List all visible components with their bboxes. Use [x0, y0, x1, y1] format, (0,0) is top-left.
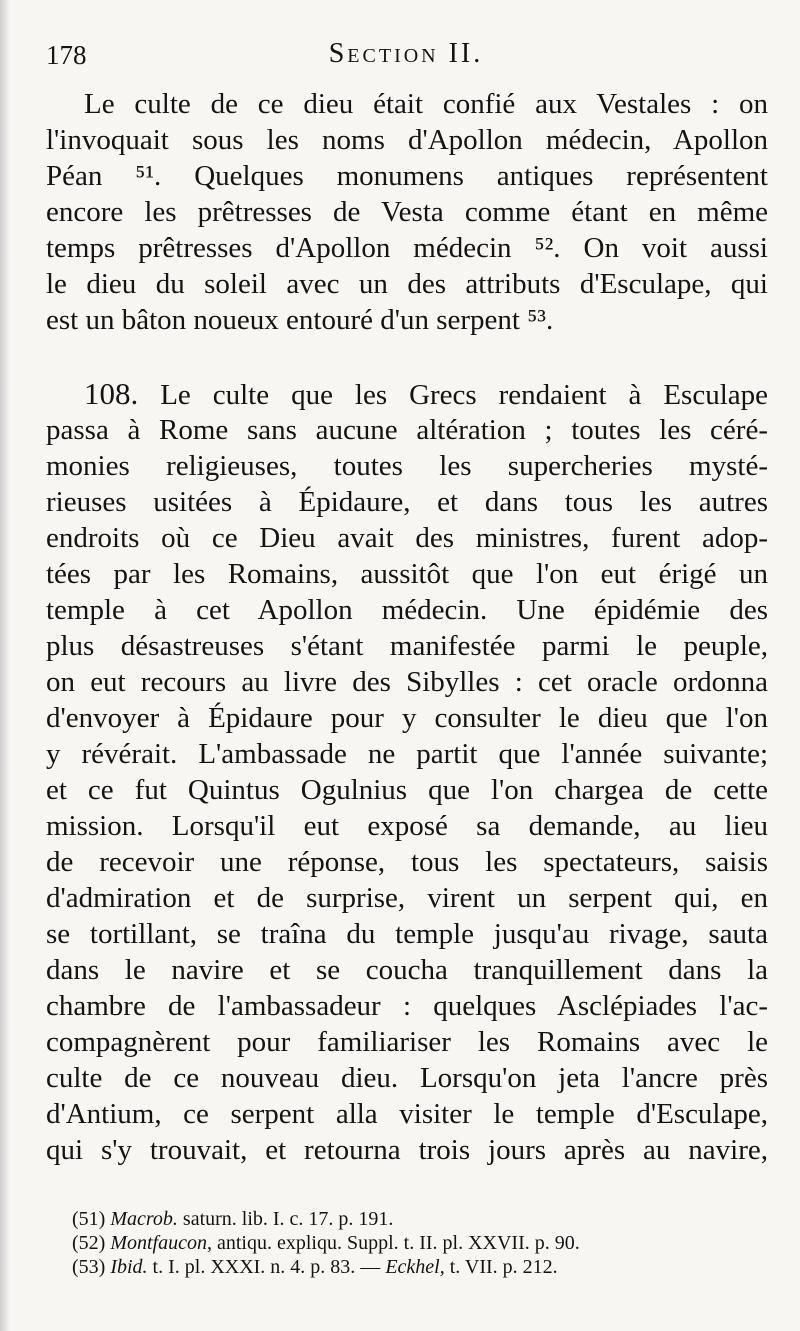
text-line: compagnèrent pour familiariser les Romains avec le — [46, 1026, 768, 1058]
text-line: temple à cet Apollon médecin. Une épidémie des — [46, 594, 768, 626]
body-text — [46, 86, 768, 1168]
text-line-first — [46, 376, 768, 412]
text-line: monies religieuses, toutes les supercheries mysté- — [46, 450, 768, 482]
footnotes — [72, 1207, 762, 1279]
section-title: Section II. — [328, 38, 484, 69]
text-line: le dieu du soleil avec un des attributs d'Esculape, qui — [46, 268, 768, 300]
text-line: temps prêtresses d'Apollon médecin ⁵². On voit aussi — [46, 232, 768, 264]
text-line: Péan ⁵¹. Quelques monumens antiques représentent — [46, 160, 768, 192]
text-line: et ce fut Quintus Ogulnius que l'on chargea de cette — [46, 774, 768, 806]
text-line: Le culte de ce dieu était confié aux Vestales : on — [84, 88, 768, 120]
text-line: encore les prêtresses de Vesta comme étant en même — [46, 196, 768, 228]
text-line: l'invoquait sous les noms d'Apollon médecin, Apollon — [46, 124, 768, 156]
text-line: culte de ce nouveau dieu. Lorsqu'on jeta l'ancre près — [46, 1062, 768, 1094]
footnote-53 — [72, 1255, 762, 1279]
paragraph-108 — [46, 376, 768, 1168]
text-line: est un bâton noueux entouré d'un serpent ⁵³. — [46, 304, 554, 336]
footnote-author-2: Eckhel — [385, 1256, 440, 1278]
paragraph-1 — [46, 86, 768, 338]
footnote-51 — [72, 1207, 762, 1231]
text-line: plus désastreuses s'étant manifestée parmi le peuple, — [46, 630, 768, 662]
text-line: on eut recours au livre des Sibylles : cet oracle ordonna — [46, 666, 768, 698]
text-line: chambre de l'ambassadeur : quelques Asclépiades l'ac- — [46, 990, 768, 1022]
footnote-citation: , antiqu. expliqu. Suppl. t. II. pl. XXVII. p. 90. — [206, 1232, 580, 1254]
paragraph-number: 108. — [84, 376, 139, 411]
footnote-citation: t. I. pl. XXXI. n. 4. p. 83. — — [147, 1256, 386, 1278]
footnote-author: Macrob. — [110, 1208, 178, 1230]
text-line: qui s'y trouvait, et retourna trois jours après au navire, — [46, 1134, 768, 1166]
page-number: 178 — [46, 40, 87, 70]
text-line: dans le navire et se coucha tranquillement dans la — [46, 954, 768, 986]
footnote-mark: (53) — [72, 1256, 111, 1278]
text-line: d'envoyer à Épidaure pour y consulter le dieu que l'on — [46, 702, 768, 734]
footnote-mark: (52) — [72, 1232, 111, 1254]
text-line: y révérait. L'ambassade ne partit que l'année suivante; — [46, 738, 768, 770]
footnote-mark: (51) — [72, 1208, 111, 1230]
text-line: d'Antium, ce serpent alla visiter le temple d'Esculape, — [46, 1098, 768, 1130]
text-line-rest: Le culte que les Grecs rendaient à Esculape — [138, 379, 768, 411]
paragraph-spacer — [46, 338, 768, 376]
page-gutter-shadow — [0, 0, 10, 1331]
running-head — [46, 36, 766, 76]
footnote-author: Montfaucon — [110, 1232, 207, 1254]
text-line: d'admiration et de surprise, virent un serpent qui, en — [46, 882, 768, 914]
footnote-author: Ibid. — [110, 1256, 148, 1278]
footnote-52 — [72, 1231, 762, 1255]
text-line: passa à Rome sans aucune altération ; toutes les céré- — [46, 414, 768, 446]
text-line: mission. Lorsqu'il eut exposé sa demande, au lieu — [46, 810, 768, 842]
footnote-citation-2: , t. VII. p. 212. — [439, 1256, 558, 1278]
text-line: tées par les Romains, aussitôt que l'on eut érigé un — [46, 558, 768, 590]
footnote-citation: saturn. lib. I. c. 17. p. 191. — [177, 1208, 394, 1230]
text-line: rieuses usitées à Épidaure, et dans tous les autres — [46, 486, 768, 518]
text-line: se tortillant, se traîna du temple jusqu'au rivage, sauta — [46, 918, 768, 950]
text-line: endroits où ce Dieu avait des ministres, furent adop- — [46, 522, 768, 554]
text-line: de recevoir une réponse, tous les spectateurs, saisis — [46, 846, 768, 878]
